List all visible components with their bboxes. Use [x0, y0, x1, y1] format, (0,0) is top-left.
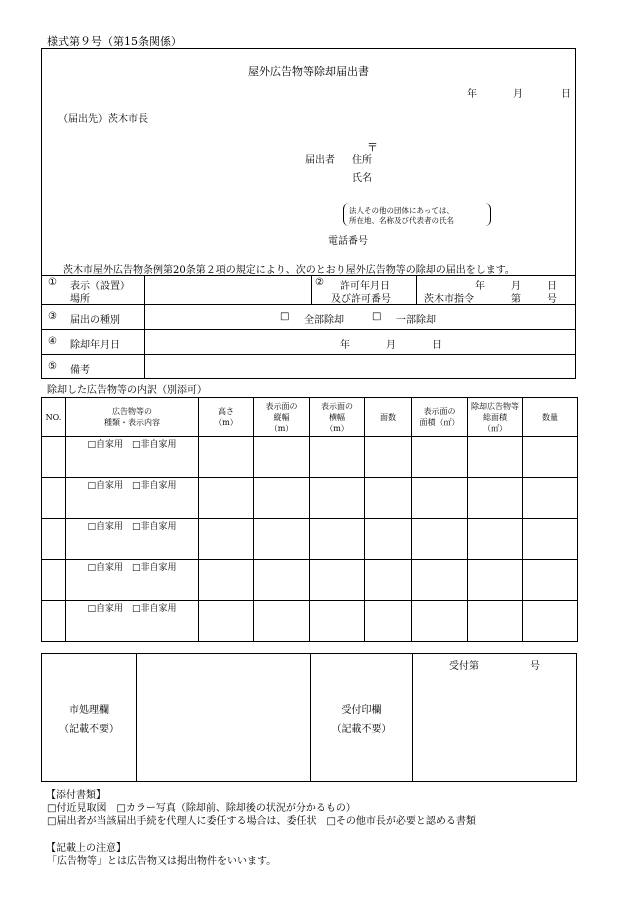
address-label: 住所 [352, 155, 372, 166]
table-row [42, 601, 578, 642]
phone-label: 電話番号 [328, 236, 368, 247]
removal-month: 月 [386, 340, 396, 351]
col-quantity: 数量 [523, 398, 578, 437]
corp-note-line1: 法人その他の団体にあっては、 [349, 206, 454, 215]
date-year: 年 [467, 89, 477, 100]
grid-line [416, 275, 417, 304]
permit-month: 月 [511, 281, 521, 292]
option-part-label: 一部除却 [396, 315, 436, 326]
grid-line [311, 275, 312, 304]
form-title: 屋外広告物等除却届出書 [248, 65, 369, 78]
attachments-line2: □届出者が当該届出手続を代理人に委任する場合は、委任状 □その他市長が必要と認める書類 [47, 816, 476, 827]
declaration: 茨木市屋外広告物条例第20条第２項の規定により、次のとおり屋外広告物等の除却の届出をします。 [63, 265, 515, 276]
inventory-header-row [42, 398, 578, 437]
use-options[interactable]: □自家用 □非自家用 [66, 437, 199, 478]
col-height: 高さ （m） [199, 398, 254, 437]
grid-line [42, 275, 575, 276]
col-area: 表示面の 面積（㎡） [412, 398, 468, 437]
removal-year: 年 [340, 340, 350, 351]
form-number: 様式第９号（第15条関係） [47, 35, 182, 48]
col-vertical: 表示面の 縦幅 （m） [254, 398, 310, 437]
permit-day: 日 [547, 281, 557, 292]
field-location-number: ① [48, 277, 57, 288]
inventory-heading: 除却した広告物等の内訳（別添可） [47, 385, 207, 396]
permit-go: 号 [547, 294, 557, 305]
use-options[interactable]: □自家用 □非自家用 [66, 519, 199, 560]
use-options[interactable]: □自家用 □非自家用 [66, 601, 199, 642]
stamp-label: 受付印欄 [341, 705, 382, 716]
processing-label: 市処理欄 [69, 705, 109, 716]
notes-heading: 【記載上の注意】 [46, 843, 126, 854]
addressee: （届出先）茨木市長 [58, 114, 148, 125]
date-day: 日 [561, 89, 571, 100]
grid-line [136, 654, 137, 781]
notes-line1: 「広告物等」とは広告物又は掲出物件をいいます。 [47, 856, 277, 867]
postal-mark: 〒 [367, 141, 378, 154]
notification-form [41, 48, 576, 379]
grid-line [412, 654, 413, 781]
field-permit-label-2: 及び許可番号 [331, 294, 391, 305]
table-row [42, 478, 578, 519]
permit-designation: 茨木市指令 [424, 294, 474, 305]
attachments-heading: 【添付書類】 [46, 790, 106, 801]
stamp-note: （記載不要） [331, 724, 392, 735]
permit-dai: 第 [511, 294, 521, 305]
grid-line [42, 329, 575, 330]
use-options[interactable]: □自家用 □非自家用 [66, 560, 199, 601]
field-notice-type-number: ③ [48, 311, 57, 322]
grid-line [310, 654, 311, 781]
applicant-label: 届出者 [305, 155, 335, 166]
field-remarks-label: 備考 [70, 365, 90, 376]
field-permit-label: 許可年月日 [340, 281, 390, 292]
option-all-label: 全部除却 [304, 315, 344, 326]
corp-note-bracket [343, 203, 491, 226]
grid-line [42, 304, 575, 305]
option-part-checkbox[interactable]: □ [372, 311, 382, 322]
field-removal-date-number: ④ [48, 336, 57, 347]
col-total-area: 除却広告物等 総面積 （㎡） [468, 398, 523, 437]
name-label: 氏名 [352, 173, 372, 184]
permit-year: 年 [475, 281, 485, 292]
processing-note: （記載不要） [59, 724, 119, 735]
inventory-table [41, 397, 578, 642]
table-row [42, 560, 578, 601]
field-remarks-number: ⑤ [48, 361, 57, 372]
col-no: NO. [42, 398, 66, 437]
removal-day: 日 [432, 340, 442, 351]
table-row [42, 437, 578, 478]
field-location-label-2: 場所 [70, 294, 90, 305]
use-options[interactable]: □自家用 □非自家用 [66, 478, 199, 519]
grid-line [42, 354, 575, 355]
attachments-line1: □付近見取図 □カラー写真（除却前、除却後の状況が分かるもの） [47, 803, 356, 814]
receipt-dai: 受付第 [449, 661, 479, 672]
option-all-checkbox[interactable]: □ [280, 311, 290, 322]
office-use-box [41, 653, 577, 782]
date-month: 月 [513, 89, 523, 100]
col-type: 広告物等の 種類・表示内容 [66, 398, 199, 437]
corp-note-line2: 所在地、名称及び代表者の氏名 [349, 216, 454, 225]
field-permit-number: ② [315, 277, 324, 288]
col-faces: 面数 [365, 398, 412, 437]
grid-line [144, 275, 145, 379]
receipt-go: 号 [530, 661, 540, 672]
field-notice-type-label: 届出の種別 [70, 315, 120, 326]
field-location-label: 表示（設置） [70, 281, 130, 292]
col-horizontal: 表示面の 横幅 （m） [310, 398, 365, 437]
field-removal-date-label: 除却年月日 [70, 340, 120, 351]
table-row [42, 519, 578, 560]
